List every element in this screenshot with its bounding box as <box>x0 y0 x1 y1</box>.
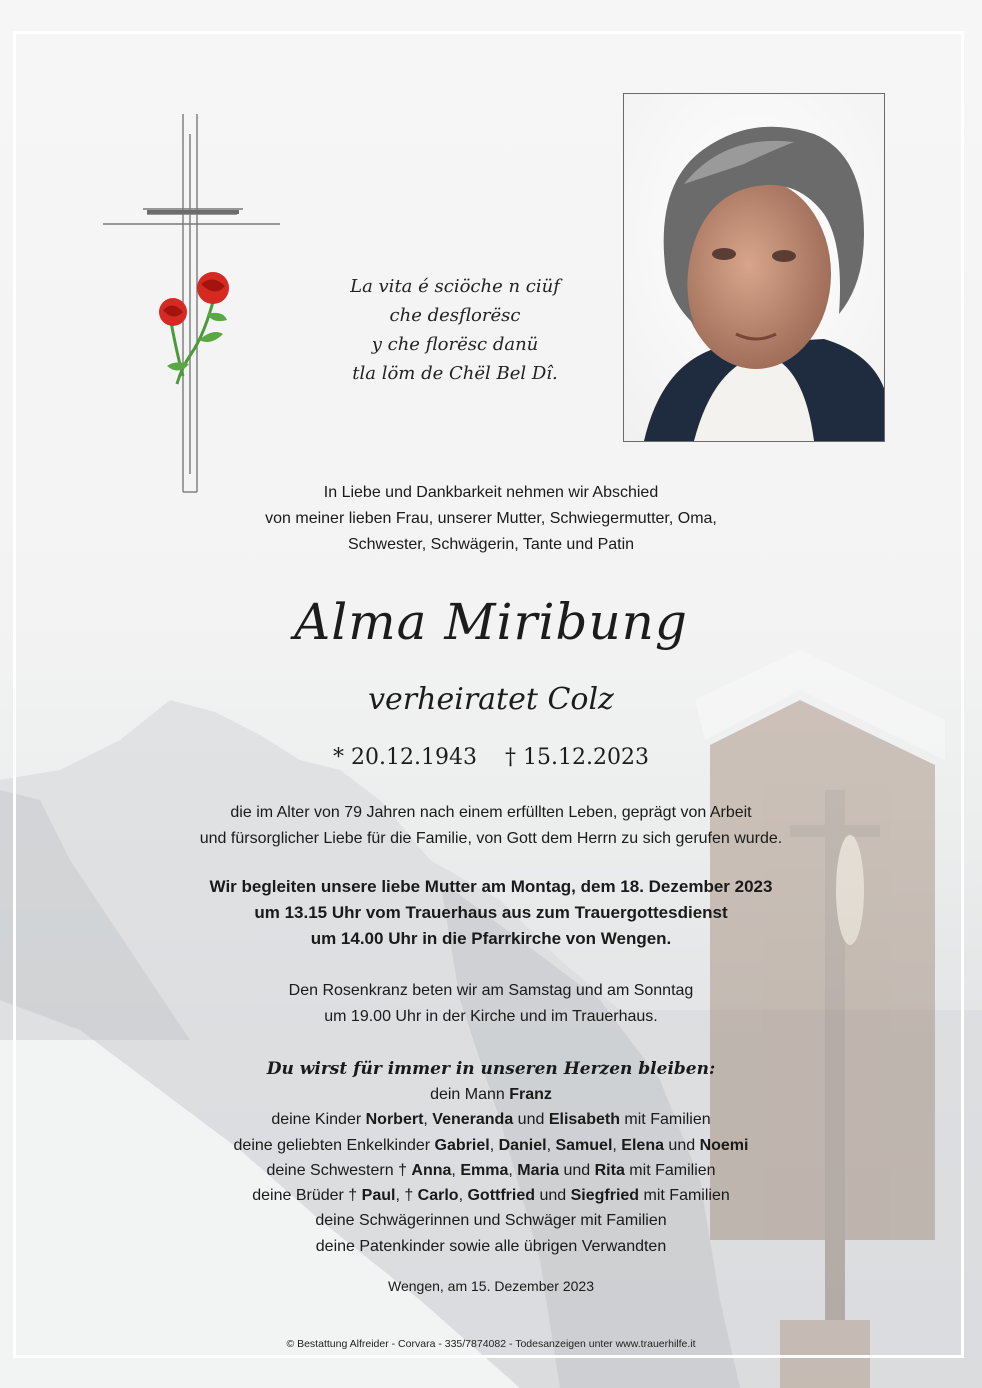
hearts-heading: Du wirst für immer in unseren Herzen bleiben: <box>266 1059 716 1079</box>
footer-credit: © Bestattung Alfreider - Corvara - 335/7874082 - Todesanzeigen unter www.trauerhilfe.it <box>286 1338 696 1350</box>
mourner-line: deine Patenkinder sowie alle übrigen Verwandten <box>315 1237 667 1255</box>
intro-line: von meiner lieben Frau, unserer Mutter, Schwiegermutter, Oma, <box>265 510 717 527</box>
rosary-line: Den Rosenkranz beten wir am Samstag und am Sonntag <box>288 982 694 999</box>
mourner-line: deine Kinder Norbert, Veneranda und Elisabeth mit Familien <box>271 1111 711 1129</box>
intro-line: In Liebe und Dankbarkeit nehmen wir Abschied <box>323 484 659 501</box>
verse-line: che desflorësc <box>389 305 521 326</box>
place-and-date: Wengen, am 15. Dezember 2023 <box>388 1278 594 1294</box>
intro-line: Schwester, Schwägerin, Tante und Patin <box>347 536 635 553</box>
verse-line: y che florësc danü <box>371 334 539 355</box>
verse-line: tla löm de Chël Bel Dî. <box>352 363 558 384</box>
mourner-line: dein Mann Franz <box>430 1086 552 1103</box>
funeral-line: Wir begleiten unsere liebe Mutter am Montag, dem 18. Dezember 2023 <box>209 877 773 896</box>
mourner-line: deine geliebten Enkelkinder Gabriel, Daniel, Samuel, Elena und Noemi <box>233 1136 749 1154</box>
funeral-line: um 13.15 Uhr vom Trauerhaus aus zum Trauergottesdienst <box>254 903 728 922</box>
birth-date: * 20.12.1943 <box>333 745 477 770</box>
mourners-list <box>100 1082 882 1259</box>
life-dates <box>100 742 882 774</box>
deceased-name: Alma Miribung <box>294 593 688 651</box>
mourner-line: deine Schwestern † Anna, Emma, Maria und Rita mit Familien <box>266 1161 716 1179</box>
funeral-line: um 14.00 Uhr in die Pfarrkirche von Wengen. <box>310 929 672 948</box>
life-line: und fürsorglicher Liebe für die Familie, von Gott dem Herrn zu sich gerufen wurde. <box>199 830 783 847</box>
life-line: die im Alter von 79 Jahren nach einem erfüllten Leben, geprägt von Arbeit <box>230 804 752 821</box>
funeral-info <box>100 874 882 952</box>
death-date: † 15.12.2023 <box>505 745 649 770</box>
verse-line: La vita é sciöche n ciüf <box>350 276 560 297</box>
cross-with-roses-icon <box>103 114 283 494</box>
married-name: verheiratet Colz <box>368 682 614 717</box>
verse <box>300 272 610 388</box>
farewell-intro <box>100 480 882 558</box>
rosary-line: um 19.00 Uhr in der Kirche und im Trauerhaus. <box>324 1008 658 1025</box>
mourner-line: deine Brüder † Paul, † Carlo, Gottfried und Siegfried mit Familien <box>252 1187 730 1205</box>
life-text <box>100 800 882 852</box>
mourner-line: deine Schwägerinnen und Schwäger mit Familien <box>315 1212 667 1230</box>
rosary-info <box>100 978 882 1030</box>
portrait-photo <box>623 93 885 442</box>
